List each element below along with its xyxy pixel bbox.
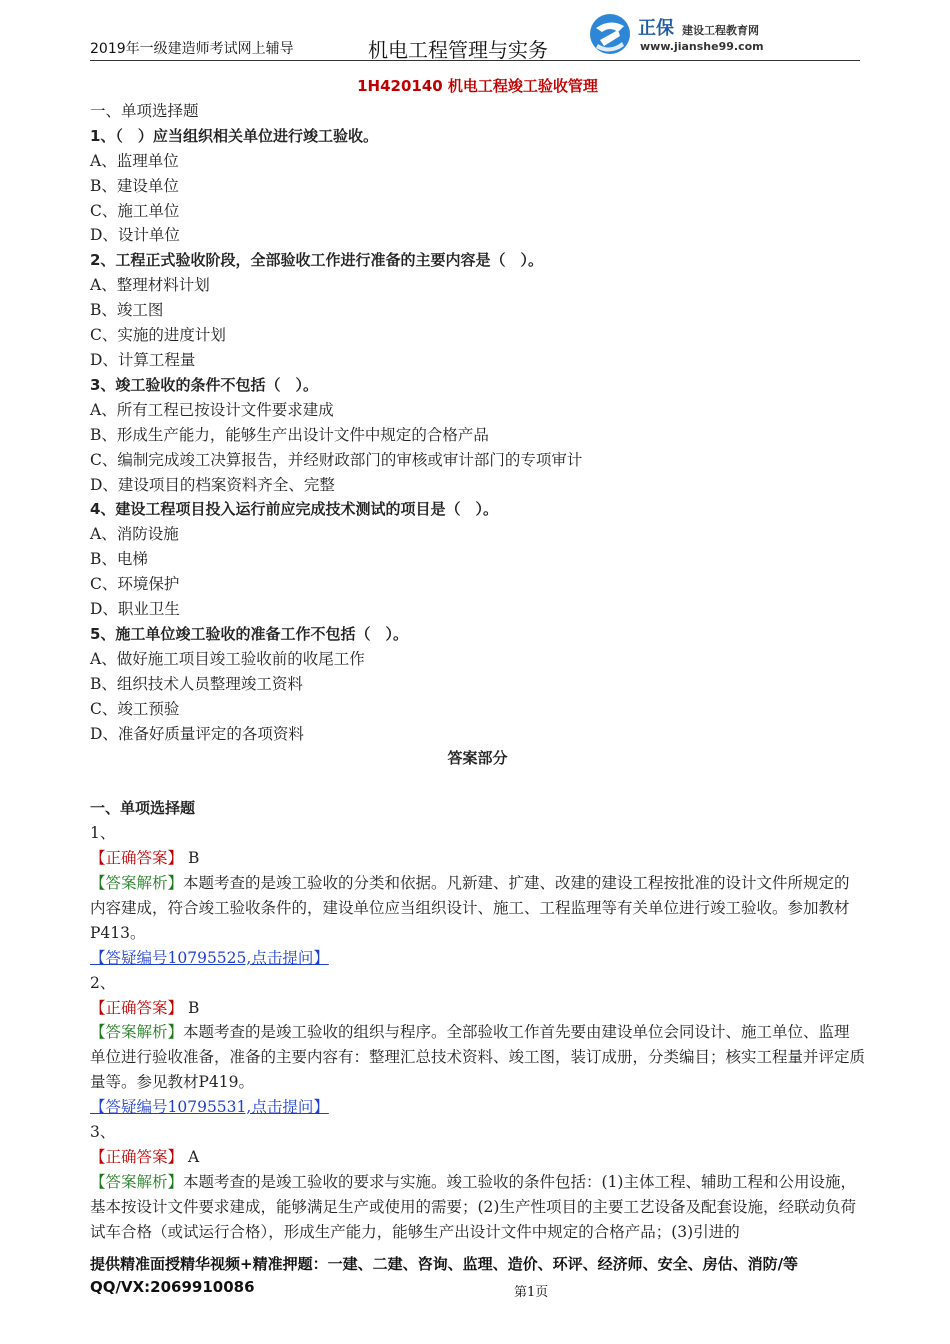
- option-5c: C、竣工预验: [90, 699, 180, 718]
- question-3: 3、竣工验收的条件不包括（ ）。: [90, 375, 318, 394]
- answer-1-correct: [90, 846, 865, 871]
- question-5: 5、施工单位竣工验收的准备工作不包括（ ）。: [90, 624, 408, 643]
- answer-3-correct: [90, 1145, 865, 1170]
- answer-1-analysis-text: 本题考查的是竣工验收的分类和依据。凡新建、扩建、改建的建设工程按批准的设计文件所规定的内容建成，符合竣工验收条件的，建设单位应当组织设计、施工、工程监理等有关单位进行竣工验收。参加教材P413。: [90, 873, 850, 942]
- answer-2-correct: [90, 996, 865, 1021]
- footer-contact: QQ/VX:2069910086: [90, 1278, 255, 1296]
- option-5d: D、准备好质量评定的各项资料: [90, 724, 304, 743]
- answers-section-heading: 一、单项选择题: [90, 799, 196, 818]
- correct-answer-label: 【正确答案】: [90, 849, 184, 868]
- option-4d: D、职业卫生: [90, 600, 180, 619]
- option-1c: C、施工单位: [90, 201, 180, 220]
- option-4b: B、电梯: [90, 550, 148, 569]
- option-2c: C、实施的进度计划: [90, 326, 226, 345]
- option-1b: B、建设单位: [90, 176, 179, 195]
- chapter-title: 1H420140 机电工程竣工验收管理: [357, 77, 598, 95]
- analysis-label: 【答案解析】: [90, 1172, 184, 1191]
- answer-3-number: 3、: [90, 1123, 116, 1142]
- option-5a: A、做好施工项目竣工验收前的收尾工作: [90, 649, 365, 668]
- logo-name: 正保: [638, 18, 674, 39]
- answer-1-question-link[interactable]: 【答疑编号10795525,点击提问】: [90, 948, 329, 967]
- answer-3-value: A: [187, 1147, 200, 1166]
- brand-logo: [588, 8, 868, 58]
- answer-2-question-link[interactable]: 【答疑编号10795531,点击提问】: [90, 1098, 329, 1117]
- option-4c: C、环境保护: [90, 575, 180, 594]
- answer-2-number: 2、: [90, 973, 116, 992]
- answer-3-analysis: [90, 1170, 865, 1245]
- answer-2-value: B: [187, 998, 200, 1017]
- question-1: 1、（ ）应当组织相关单位进行竣工验收。: [90, 126, 378, 145]
- option-3d: D、建设项目的档案资料齐全、完整: [90, 475, 335, 494]
- correct-answer-label: 【正确答案】: [90, 1147, 184, 1166]
- question-4: 4、建设工程项目投入运行前应完成技术测试的项目是（ ）。: [90, 500, 498, 519]
- answers-heading: 答案部分: [447, 749, 508, 768]
- answer-2-analysis: [90, 1020, 865, 1095]
- answer-3-analysis-text: 本题考查的是竣工验收的要求与实施。竣工验收的条件包括：(1)主体工程、辅助工程和公用设施，基本按设计文件要求建成，能够满足生产或使用的需要；(2)生产性项目的主要工艺设备及配套设施，经联动负荷试车合格（或试运行合格），形成生产能力，能够生产出设计文件中规定的合格产品；(3)引进的: [90, 1172, 856, 1241]
- answer-1-question-link-row: [90, 946, 865, 971]
- option-2d: D、计算工程量: [90, 350, 196, 369]
- header-divider: [90, 60, 860, 61]
- option-3b: B、形成生产能力，能够生产出设计文件中规定的合格产品: [90, 425, 489, 444]
- option-3a: A、所有工程已按设计文件要求建成: [90, 400, 334, 419]
- answer-2-question-link-row: [90, 1095, 865, 1120]
- option-2a: A、整理材料计划: [90, 276, 210, 295]
- option-2b: B、竣工图: [90, 301, 164, 320]
- section-heading: 一、单项选择题: [90, 101, 199, 120]
- logo-swirl-icon: [588, 12, 632, 56]
- option-3c: C、编制完成竣工决算报告，并经财政部门的审核或审计部门的专项审计: [90, 450, 583, 469]
- logo-url: www.jianshe99.com: [640, 40, 764, 53]
- option-1a: A、监理单位: [90, 151, 179, 170]
- option-5b: B、组织技术人员整理竣工资料: [90, 674, 303, 693]
- header-subject: 机电工程管理与实务: [368, 38, 548, 62]
- answer-1-number: 1、: [90, 824, 116, 843]
- question-2: 2、工程正式验收阶段，全部验收工作进行准备的主要内容是（ ）。: [90, 251, 543, 270]
- option-4a: A、消防设施: [90, 525, 179, 544]
- page-header: [90, 0, 860, 60]
- answer-2-analysis-text: 本题考查的是竣工验收的组织与程序。全部验收工作首先要由建设单位会同设计、施工单位、监理单位进行验收准备，准备的主要内容有：整理汇总技术资料、竣工图，装订成册，分类编目；核实工程量并评定质量等。参见教材P419。: [90, 1023, 866, 1092]
- option-1d: D、设计单位: [90, 226, 180, 245]
- answer-1-analysis: [90, 871, 865, 946]
- document-body: [90, 74, 865, 1245]
- logo-subtitle: 建设工程教育网: [682, 24, 759, 37]
- correct-answer-label: 【正确答案】: [90, 998, 184, 1017]
- header-exam-title: 2019年一级建造师考试网上辅导: [90, 41, 294, 57]
- analysis-label: 【答案解析】: [90, 1023, 184, 1042]
- analysis-label: 【答案解析】: [90, 873, 184, 892]
- footer-promo: 提供精准面授精华视频+精准押题：一建、二建、咨询、监理、造价、环评、经济师、安全、房估、消防/等: [90, 1255, 799, 1273]
- page-number: 第1页: [514, 1285, 549, 1300]
- answer-1-value: B: [187, 849, 200, 868]
